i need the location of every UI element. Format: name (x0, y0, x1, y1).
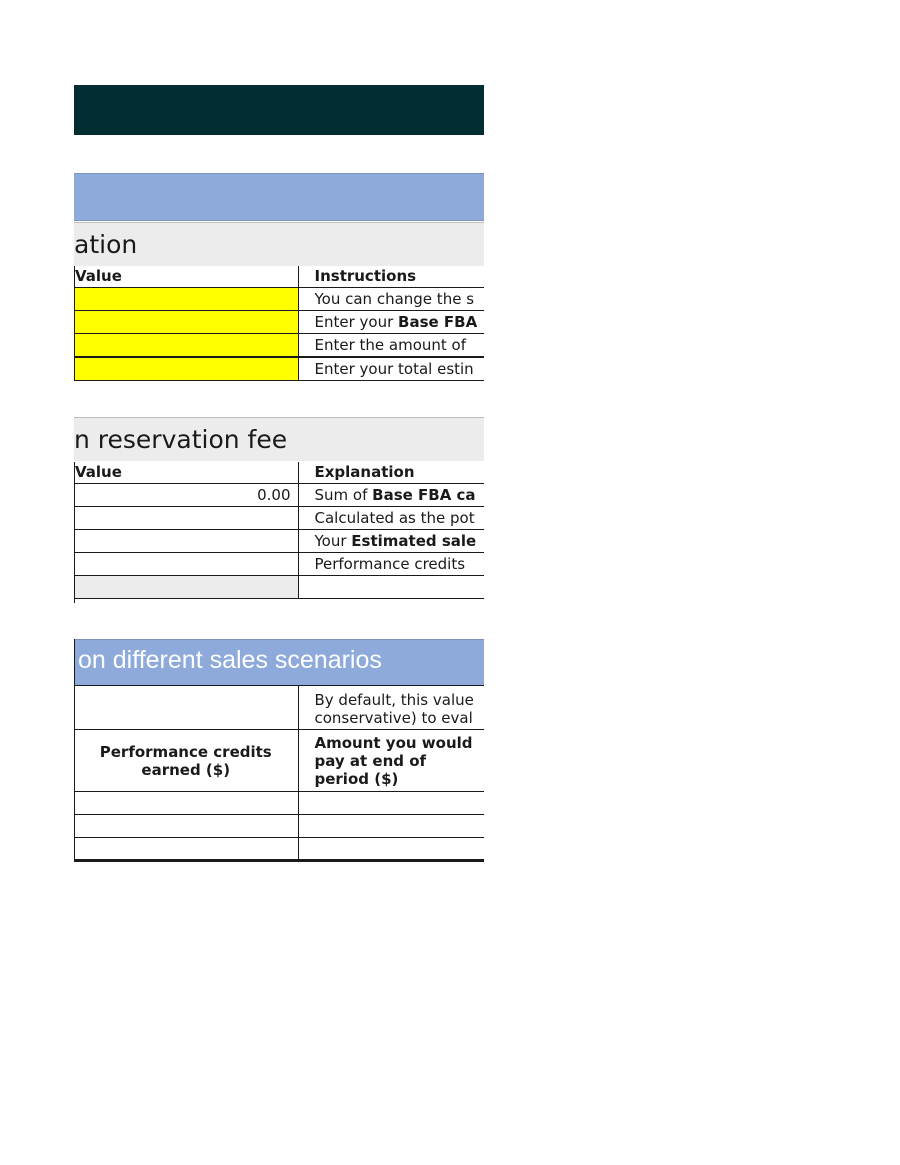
value-cell[interactable] (74, 575, 298, 598)
text: Your (314, 531, 352, 550)
section-banner (74, 173, 484, 221)
column-header-performance-credits: Performance credits earned ($) (74, 730, 298, 792)
instruction-cell (298, 357, 484, 381)
text: Enter the amount of (314, 335, 467, 354)
instruction-cell (298, 310, 484, 333)
bold-text: Base FBA ca (372, 485, 476, 504)
column-header-explanation: Explanation (314, 463, 415, 482)
table-row (74, 815, 484, 838)
explanation-cell (298, 529, 484, 552)
section-title-sales-scenarios: on different sales scenarios (74, 639, 484, 685)
text: Sum of (314, 485, 373, 504)
table-row (74, 287, 484, 310)
spreadsheet-sheet (74, 0, 484, 1165)
scenario-cell[interactable] (74, 838, 298, 861)
table-row (74, 506, 484, 529)
table-row (74, 333, 484, 357)
value-cell[interactable]: 0.00 (74, 483, 298, 506)
scenario-note: By default, this value conservative) to eval (298, 686, 484, 730)
table-row (74, 529, 484, 552)
scenario-cell[interactable] (298, 792, 484, 815)
column-header-value: Value (74, 266, 298, 287)
section-title-calculation: ation (74, 222, 484, 266)
header-banner (74, 85, 484, 135)
scenario-table (74, 685, 484, 862)
text: Performance credits (314, 554, 466, 573)
input-table (74, 266, 484, 381)
input-cell[interactable] (74, 333, 298, 357)
input-cell[interactable] (74, 357, 298, 381)
text: Enter your total estin (314, 359, 474, 378)
input-cell[interactable] (74, 287, 298, 310)
bold-text: Base FBA (398, 312, 478, 331)
column-header-instructions: Instructions (314, 267, 417, 286)
table-row (74, 730, 484, 792)
text: Calculated as the pot (314, 508, 475, 527)
column-header-value: Value (74, 462, 298, 483)
value-cell[interactable] (74, 506, 298, 529)
table-row (74, 686, 484, 730)
explanation-cell (298, 575, 484, 598)
instruction-cell (298, 287, 484, 310)
input-cell[interactable] (74, 310, 298, 333)
fee-table (74, 462, 484, 599)
text: Enter your (314, 312, 399, 331)
explanation-cell (298, 552, 484, 575)
explanation-cell (298, 483, 484, 506)
table-row (74, 575, 484, 598)
table-row (74, 552, 484, 575)
text: You can change the s (314, 289, 475, 308)
column-header-amount-to-pay: Amount you would pay at end of period ($) (298, 730, 484, 792)
value-cell[interactable] (74, 529, 298, 552)
left-border (74, 462, 75, 603)
scenario-input-cell[interactable] (74, 686, 298, 730)
instruction-cell (298, 333, 484, 357)
table-row (74, 357, 484, 381)
scenario-cell[interactable] (74, 815, 298, 838)
table-row (74, 838, 484, 861)
scenario-cell[interactable] (298, 838, 484, 861)
value-cell[interactable] (74, 552, 298, 575)
left-border (74, 266, 75, 380)
table-row (74, 310, 484, 333)
section-title-reservation-fee: n reservation fee (74, 417, 484, 461)
scenario-cell[interactable] (298, 815, 484, 838)
bold-text: Estimated sale (351, 531, 477, 550)
explanation-cell (298, 506, 484, 529)
table-row (74, 483, 484, 506)
scenario-cell[interactable] (74, 792, 298, 815)
left-border (74, 639, 75, 860)
table-row (74, 792, 484, 815)
